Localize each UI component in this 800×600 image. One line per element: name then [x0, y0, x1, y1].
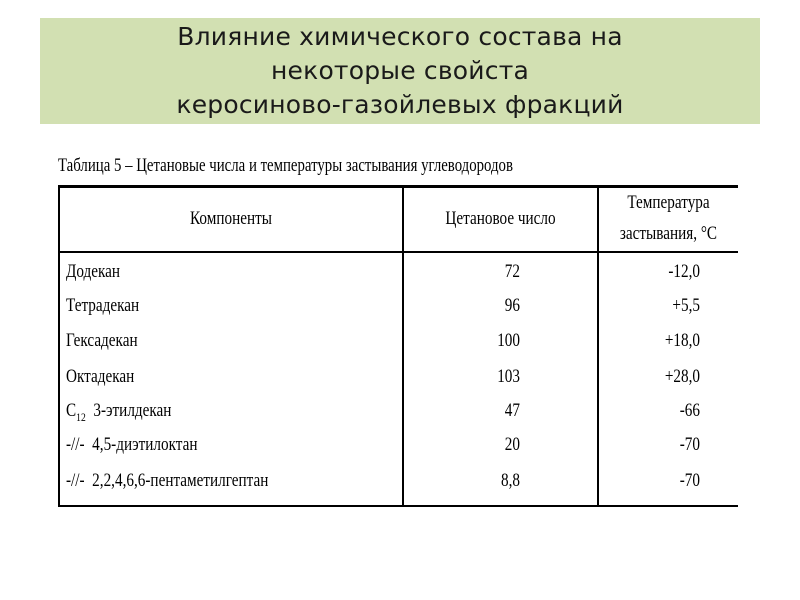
row-component: Октадекан — [66, 366, 135, 387]
slide-title — [40, 18, 760, 124]
row-component-subscript: 12 — [76, 409, 86, 424]
row-pour-temp: -66 — [679, 400, 700, 421]
row-component — [66, 400, 171, 425]
row-component: Тетрадекан — [66, 295, 140, 316]
row-cetane: 8,8 — [501, 470, 520, 491]
row-cetane: 72 — [504, 261, 520, 282]
header-components: Компоненты — [190, 208, 272, 229]
slide-title-line-3: керосиново-газойлевых фракций — [176, 90, 624, 119]
table-left-border — [58, 185, 60, 507]
header-pour-temp-line-2: застывания, °С — [619, 223, 718, 244]
row-component-name: 2,2,4,6,6-пентаметилгептан — [92, 470, 269, 491]
row-pour-temp: +5,5 — [672, 295, 700, 316]
row-component-prefix: -//- — [66, 470, 85, 491]
row-component-prefix: C — [66, 400, 77, 421]
row-pour-temp: -12,0 — [668, 261, 700, 282]
table-caption: Таблица 5 – Цетановые числа и температуры застывания углеводородов — [58, 155, 513, 176]
header-cetane-number: Цетановое число — [445, 208, 556, 229]
table-column-divider-1 — [402, 185, 404, 507]
row-pour-temp: -70 — [679, 470, 700, 491]
row-cetane: 20 — [504, 434, 520, 455]
row-component-prefix: -//- — [66, 434, 85, 455]
row-component-name: 3-этилдекан — [93, 400, 172, 421]
row-component: Гексадекан — [66, 330, 138, 351]
table-bottom-border — [58, 505, 738, 507]
table-top-border — [58, 185, 738, 188]
row-cetane: 100 — [497, 330, 520, 351]
table-column-divider-2 — [597, 185, 599, 507]
row-cetane: 96 — [504, 295, 520, 316]
slide-title-line-2: некоторые свойста — [271, 56, 529, 85]
row-pour-temp: -70 — [679, 434, 700, 455]
table-header-divider — [58, 251, 738, 253]
row-component-name: 4,5-диэтилоктан — [92, 434, 198, 455]
row-pour-temp: +18,0 — [664, 330, 700, 351]
row-component: Додекан — [66, 261, 121, 282]
row-cetane: 47 — [504, 400, 520, 421]
row-pour-temp: +28,0 — [664, 366, 700, 387]
row-component — [66, 470, 268, 492]
header-pour-temp-line-1: Температура — [627, 192, 710, 213]
row-cetane: 103 — [497, 366, 520, 387]
row-component — [66, 434, 197, 456]
slide-title-line-1: Влияние химического состава на — [177, 22, 623, 51]
